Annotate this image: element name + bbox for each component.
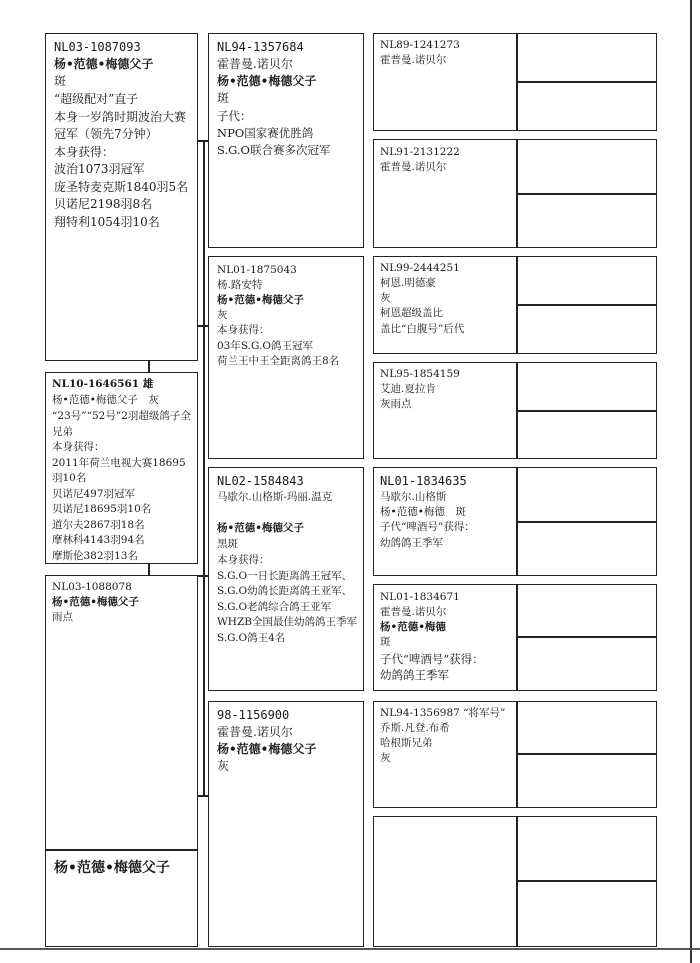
footer-owner: 杨•范德•梅德父子 [54,860,170,876]
mate-owner: 杨•范德•梅德父子 [52,596,139,608]
dam-sire-color: 灰 [380,292,391,304]
gen4-box-3 [517,139,657,194]
mate-dam-box [208,701,364,947]
gen4-box-10 [517,522,657,576]
dam-sire-notes: 柯恩超级盖比 盖比“白腹号”后代 [380,307,465,335]
dam-box [208,256,364,459]
brother-box [45,372,198,564]
mate-dam-sire-ring: NL94-1356987 “将军号” [380,707,506,719]
mate-dam-sire-box [373,701,517,808]
dam-color: 灰 [217,309,228,321]
mate-dam-sire-breeder2: 哈根斯兄弟 [380,737,433,749]
mate-sire-sire-owner-color: 杨•范德•梅德 斑 [380,506,466,518]
mate-sire-box [208,467,364,691]
dam-sire-ring: NL99-2444251 [380,262,460,274]
dam-notes: 本身获得： 03年S.G.O鸽王冠军 荷兰王中王全距离鸽王8名 [217,324,340,367]
sire-dam-box [373,139,517,248]
gen4-box-16 [517,881,657,947]
gen4-box-11 [517,584,657,637]
gen4-box-6 [517,305,657,354]
subject-ring: NL03-1087093 [54,40,141,54]
mate-dam-dam-box [373,816,517,947]
brother-owner-color: 杨•范德•梅德父子 灰 [52,394,159,406]
mate-sire-color: 黑斑 [217,538,238,550]
connector-main [203,140,205,795]
dam-dam-color: 灰雨点 [380,398,412,410]
connector-h3 [198,575,208,577]
gen4-box-12 [517,637,657,691]
sire-color: 斑 [217,91,230,105]
mate-dam-sire-breeder: 乔斯.凡登.布希 [380,722,450,734]
mate-box [45,575,198,850]
sire-notes: 子代： NPO国家赛优胜鸽 S.G.O联合赛多次冠军 [217,109,331,157]
subject-box [45,33,198,361]
sire-dam-breeder: 霍普曼.诺贝尔 [380,161,447,173]
dam-ring: NL01-1875043 [217,264,297,276]
connector-h2 [198,325,208,327]
mate-color: 雨点 [52,611,73,623]
dam-owner: 杨•范德•梅德父子 [217,294,304,306]
mate-sire-sire-box [373,467,517,576]
mate-sire-sire-ring: NL01-1834635 [380,474,467,488]
dam-sire-box [373,256,517,354]
footer-owner-box [45,850,198,947]
gen4-box-7 [517,362,657,411]
mate-ring: NL03-1088078 [52,581,132,593]
dam-dam-ring: NL95-1854159 [380,368,460,380]
sire-sire-box [373,33,517,131]
gen4-box-4 [517,194,657,248]
sire-sire-ring: NL89-1241273 [380,39,460,51]
dam-sire-breeder: 柯恩.明德豪 [380,277,436,289]
connector-h1 [198,140,208,142]
gen4-box-5 [517,256,657,305]
subject-breeder: 杨•范德•梅德父子 [54,57,154,71]
mate-sire-dam-owner: 杨•范德•梅德 [380,621,446,633]
mate-sire-dam-color: 斑 [380,636,391,648]
sire-breeder: 霍普曼.诺贝尔 [217,57,293,71]
dam-name: 杨.路安特 [217,279,263,291]
connector-stub-2 [148,562,150,576]
brother-ring: NL10-1646561 雄 [52,378,154,390]
dam-dam-box [373,362,517,459]
mate-dam-color: 灰 [217,759,230,773]
subject-notes: “超级配对”直子 本身一岁鸽时期波治大赛冠军（领先7分钟） 本身获得： 波治1073羽冠军 庞圣特麦克斯1840羽5名 贝诺尼2198羽8名 翔特利1054羽10名 [54,92,189,229]
sire-ring: NL94-1357684 [217,40,304,54]
connector-h4 [198,795,208,797]
gen4-box-13 [517,701,657,754]
dam-dam-breeder: 艾迪.夏拉肯 [380,383,436,395]
gen4-box-2 [517,82,657,131]
mate-sire-notes: 本身获得： S.G.O一日长距离鸽王冠军、S.G.O幼鸽长距离鸽王亚军、S.G.O老鸽综合鸽王亚军 WHZB全国最佳幼鸽鸽王季军 S.G.O鸽王4名 [217,554,357,644]
mate-sire-ring: NL02-1584843 [217,474,304,488]
gen4-box-14 [517,754,657,808]
sire-box [208,33,364,248]
mate-sire-dam-box [373,584,517,691]
mate-dam-sire-color: 灰 [380,752,391,764]
mate-sire-dam-ring: NL01-1834671 [380,591,460,603]
sire-owner: 杨•范德•梅德父子 [217,74,317,88]
sire-sire-breeder: 霍普曼.诺贝尔 [380,54,447,66]
gen4-box-8 [517,411,657,459]
mate-sire-sire-notes: 子代“啤酒号”获得： 幼鸽鸽王季军 [380,521,475,549]
mate-sire-breeder: 马歇尔.山格斯-玛丽.温克 [217,491,333,503]
mate-sire-dam-notes: 子代“啤酒号”获得： 幼鸽鸽王季军 [380,652,484,682]
mate-sire-owner: 杨•范德•梅德父子 [217,522,304,534]
mate-dam-breeder: 霍普曼.诺贝尔 [217,725,293,739]
mate-dam-ring: 98-1156900 [217,708,290,722]
page-edge-bottom [0,948,700,950]
subject-color: 斑 [54,74,67,88]
sire-dam-ring: NL91-2131222 [380,146,460,158]
gen4-box-1 [517,33,657,82]
mate-sire-sire-breeder: 马歇尔.山格斯 [380,491,447,503]
mate-dam-owner: 杨•范德•梅德父子 [217,742,317,756]
brother-notes: “23号”“52号”2羽超级鸽子全兄弟 本身获得： 2011年荷兰电视大赛18695羽10名 贝诺尼497羽冠军 贝诺尼18695羽10名 道尔夫2867羽18名 摩林科4143羽94名 摩斯伦382羽13名 [52,410,191,562]
page-edge-right [690,0,692,963]
gen4-box-15 [517,816,657,881]
gen4-box-9 [517,467,657,522]
mate-sire-dam-breeder: 霍普曼.诺贝尔 [380,606,447,618]
